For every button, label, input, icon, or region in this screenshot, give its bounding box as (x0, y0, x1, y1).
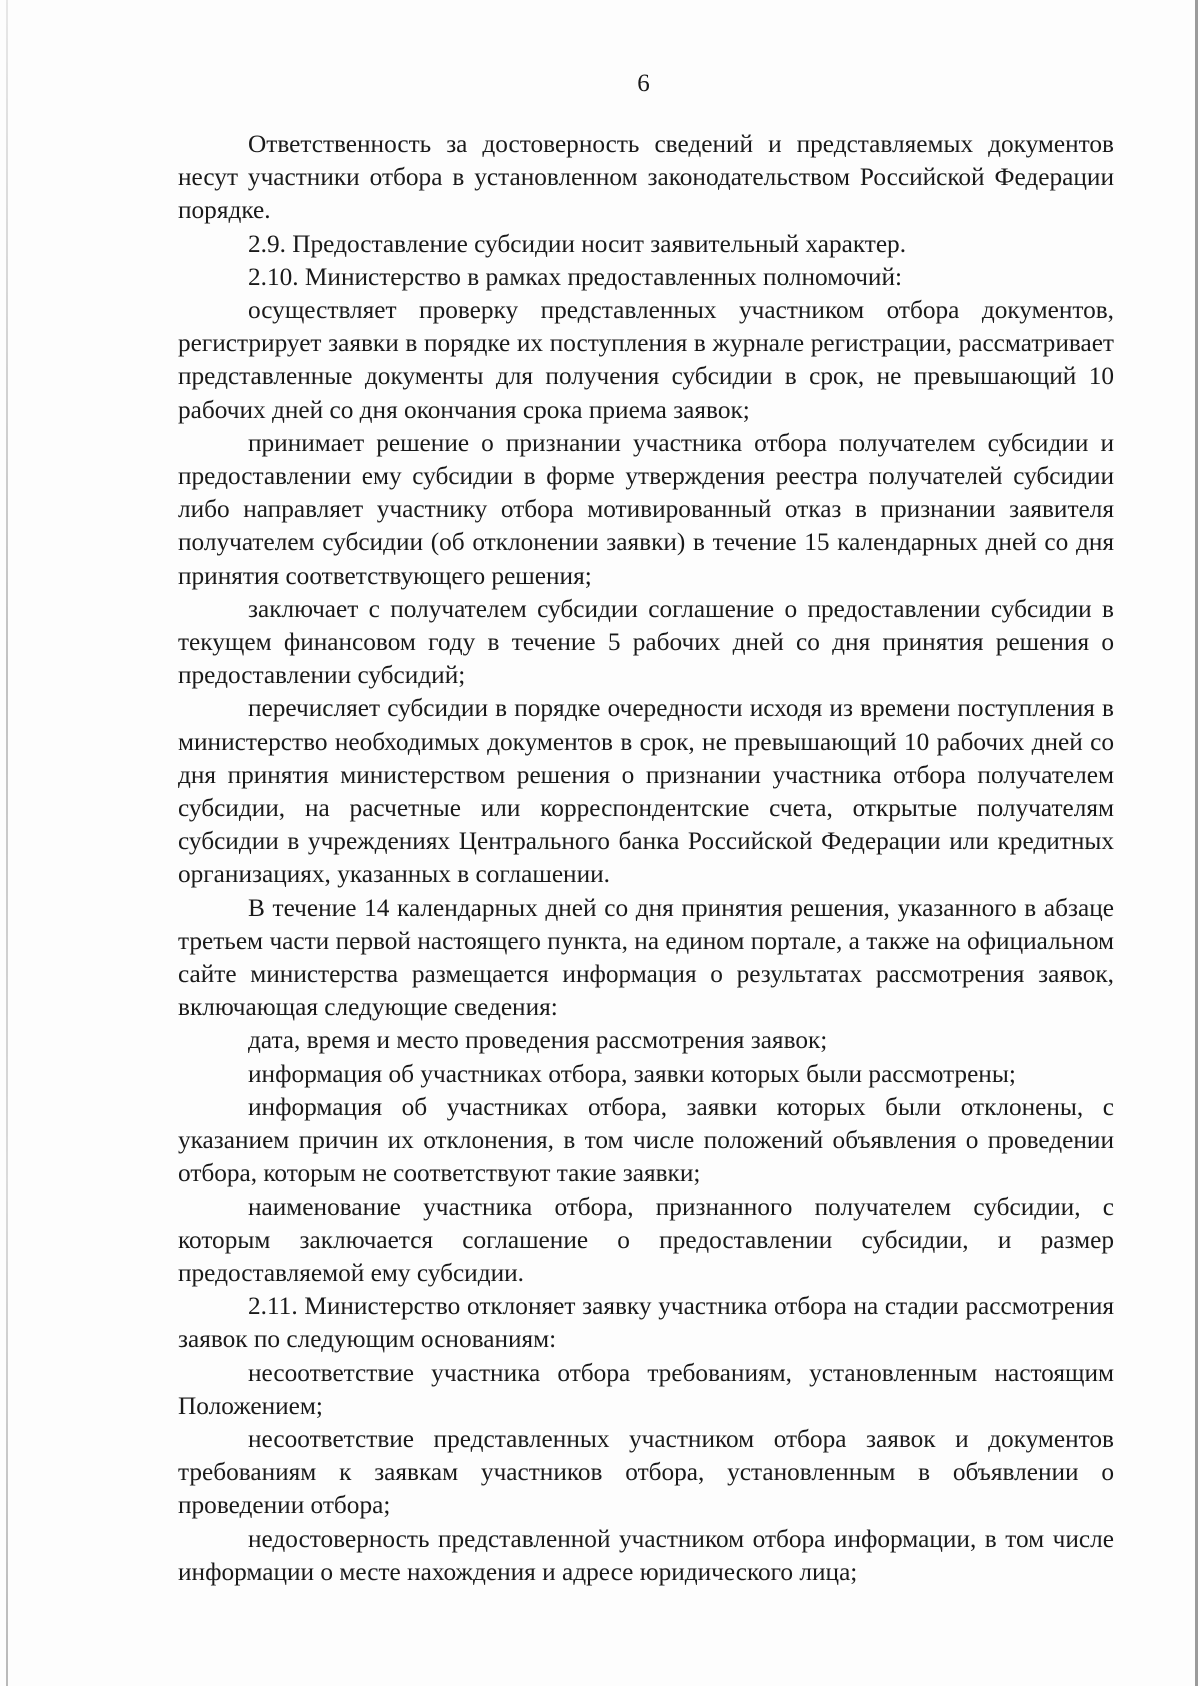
paragraph-verification: осуществляет проверку представленных участником отбора документов, регистрирует заявки в порядке их поступления в журнале регистрации, рассматривает представленные документы для получения субсидии в срок, не превышающий 10 рабочих дней со дня окончания срока приема заявок; (178, 296, 1114, 424)
paragraph-noncompliance-documents: несоответствие представленных участником отбора заявок и документов требованиям к заявкам участников отбора, установленным в объявлении о проведении отбора; (178, 1424, 1114, 1520)
page-number: 6 (637, 70, 650, 97)
paragraph-2-9: 2.9. Предоставление субсидии носит заявительный характер. (248, 229, 907, 258)
paragraph-2-10: 2.10. Министерство в рамках предоставленных полномочий: (248, 262, 903, 291)
paragraph-unreliability: недостоверность представленной участником отбора информации, в том числе информации о месте нахождения и адресе юридического лица; (178, 1524, 1114, 1586)
paragraph-rejected: информация об участниках отбора, заявки которых были отклонены, с указанием причин их отклонения, в том числе положений объявления о проведении отбора, которым не соответствуют такие заявки; (178, 1092, 1114, 1188)
paragraph-reviewed: информация об участниках отбора, заявки которых были рассмотрены; (248, 1059, 1016, 1088)
paragraph-recipient: наименование участника отбора, признанного получателем субсидии, с которым заключается соглашение о предоставлении субсидии, и размер предоставляемой ему субсидии. (178, 1192, 1114, 1287)
document-body (178, 128, 1114, 1589)
paragraph-decision: принимает решение о признании участника отбора получателем субсидии и предоставлении ему субсидии в форме утверждения реестра получателей субсидии либо направляет участнику отбора мотивированный отказ в признании заявителя получателем субсидии (об отклонении заявки) в течение 15 календарных дней со дня принятия соответствующего решения; (178, 428, 1114, 590)
paragraph-2-11: 2.11. Министерство отклоняет заявку участника отбора на стадии рассмотрения заявок по следующим основаниям: (178, 1292, 1114, 1354)
paragraph-noncompliance-participant: несоответствие участника отбора требованиям, установленным настоящим Положением; (178, 1358, 1114, 1420)
paragraph-publication: В течение 14 календарных дней со дня принятия решения, указанного в абзаце третьем части первой настоящего пункта, на едином портале, а также на официальном сайте министерства размещается информация о результатах рассмотрения заявок, включающая следующие сведения: (178, 893, 1114, 1022)
scan-edge-left (6, 0, 8, 1686)
paragraph-transfer: перечисляет субсидии в порядке очередности исходя из времени поступления в министерство необходимых документов в срок, не превышающий 10 рабочих дней со дня принятия министерством решения о признании участника отбора получателем субсидии, на расчетные или корреспондентские счета, открытые получателям субсидии в учреждениях Центрального банка Российской Федерации или кредитных организациях, указанных в соглашении. (178, 694, 1114, 889)
paragraph-responsibility: Ответственность за достоверность сведений и представляемых документов несут участники отбора в установленном законодательством Российской Федерации порядке. (178, 130, 1114, 225)
scan-edge-right (1195, 0, 1198, 1686)
paragraph-date-place: дата, время и место проведения рассмотрения заявок; (248, 1026, 828, 1055)
paragraph-agreement: заключает с получателем субсидии соглашение о предоставлении субсидии в текущем финансовом году в течение 5 рабочих дней со дня принятия решения о предоставлении субсидий; (178, 594, 1114, 690)
